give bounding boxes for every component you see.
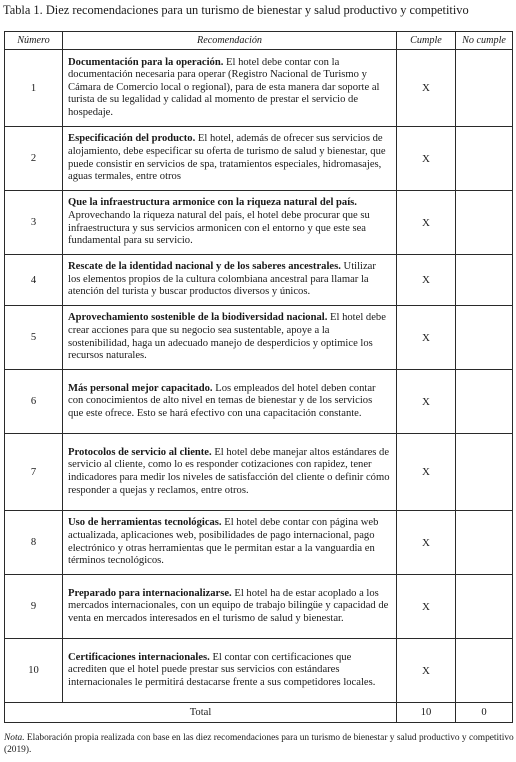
recommendation-title: Que la infraestructura armonice con la riqueza natural del país. <box>68 197 357 209</box>
table-row <box>5 370 513 434</box>
row-number: 1 <box>5 50 63 127</box>
table-note <box>4 733 514 756</box>
row-number: 2 <box>5 127 63 191</box>
row-no-cumple <box>456 575 513 639</box>
row-recommendation <box>63 575 397 639</box>
recommendation-text: El hotel, además de ofrecer sus servicios de alojamiento, debe especificar su oferta de turismo de salud y bienestar, que puede consistir en servicios de spa, tratamientos especiales, hidromasajes, aguas termales, entre otros <box>68 133 386 183</box>
row-cumple: X <box>397 370 456 434</box>
recommendation-text: El hotel debe manejar altos estándares de servicio al cliente, como lo es responder cotizaciones con rapidez, tener indicadores para medir los niveles de satisfacción del cliente o definir cómo responder a quejas y reclamos, entre otros. <box>68 446 390 496</box>
row-no-cumple <box>456 50 513 127</box>
recommendation-title: Más personal mejor capacitado. <box>68 382 213 394</box>
recommendation-title: Rescate de la identidad nacional y de los saberes ancestrales. <box>68 261 341 273</box>
row-recommendation <box>63 191 397 255</box>
total-no-cumple: 0 <box>456 703 513 723</box>
recommendation-text: El hotel debe crear acciones para que su negocio sea sustentable, apoye a la sostenibilidad, haga un adecuado manejo de desperdicios y optimice los recursos naturales. <box>68 312 386 362</box>
row-cumple: X <box>397 306 456 370</box>
row-cumple: X <box>397 575 456 639</box>
table-row <box>5 127 513 191</box>
recommendation-text: Aprovechando la riqueza natural del país, el hotel debe procurar que su infraestructura y sus servicios armonicen con el entorno y que este sea fundamental para su servicio. <box>68 209 370 247</box>
recommendations-table <box>4 31 513 723</box>
header-numero: Número <box>5 32 63 50</box>
table-row <box>5 575 513 639</box>
table-row <box>5 639 513 703</box>
table-row <box>5 511 513 575</box>
row-no-cumple <box>456 511 513 575</box>
recommendation-title: Aprovechamiento sostenible de la biodiversidad nacional. <box>68 312 328 324</box>
row-number: 3 <box>5 191 63 255</box>
table-row <box>5 50 513 127</box>
row-no-cumple <box>456 370 513 434</box>
row-recommendation <box>63 306 397 370</box>
recommendation-text: El hotel debe contar con la documentación necesaria para operar (Registro Nacional de Turismo y Cámara de Comercio local o regional), para de esta manera dar soporte al turista de su legalidad y calidad al momento de prestar el servicio de hospedaje. <box>68 56 380 118</box>
row-number: 9 <box>5 575 63 639</box>
row-no-cumple <box>456 127 513 191</box>
recommendation-title: Certificaciones internacionales. <box>68 651 210 663</box>
recommendation-title: Uso de herramientas tecnológicas. <box>68 517 222 529</box>
row-number: 4 <box>5 255 63 306</box>
row-cumple: X <box>397 191 456 255</box>
recommendation-text: El hotel debe contar con página web actualizada, aplicaciones web, posibilidades de pago internacional, pago electrónico y otras herramientas que le permitan estar a la vanguardia en términos tecnológicos. <box>68 517 379 567</box>
table-row <box>5 191 513 255</box>
recommendation-text: Utilizar los elementos propios de la cultura colombiana ancestral para llamar la atención del turista y buscar productos diversos y únicos. <box>68 261 376 298</box>
table-caption: Tabla 1. Diez recomendaciones para un turismo de bienestar y salud productivo y competitivo <box>3 3 469 17</box>
recommendation-title: Documentación para la operación. <box>68 56 224 68</box>
table-header-row <box>5 32 513 50</box>
recommendation-text: El contar con certificaciones que acrediten que el hotel puede prestar sus servicios con estándares internacionales le permitirá destacarse frente a sus competidores locales. <box>68 651 376 688</box>
header-no-cumple: No cumple <box>456 32 513 50</box>
row-no-cumple <box>456 639 513 703</box>
recommendation-text: El hotel ha de estar acoplado a los mercados internacionales, con un equipo de trabajo bilingüe y capacidad de venta en mercados interesados en el turismo de salud y bienestar. <box>68 587 389 624</box>
row-recommendation <box>63 639 397 703</box>
note-text: Elaboración propia realizada con base en las diez recomendaciones para un turismo de bienestar y salud productivo y competitivo (2019). <box>4 733 514 755</box>
row-no-cumple <box>456 434 513 511</box>
table-row <box>5 434 513 511</box>
row-recommendation <box>63 434 397 511</box>
total-label: Total <box>5 703 397 723</box>
row-cumple: X <box>397 511 456 575</box>
row-cumple: X <box>397 255 456 306</box>
row-cumple: X <box>397 639 456 703</box>
row-number: 5 <box>5 306 63 370</box>
note-label: Nota. <box>4 733 25 743</box>
row-number: 10 <box>5 639 63 703</box>
row-number: 7 <box>5 434 63 511</box>
row-recommendation <box>63 127 397 191</box>
table-row <box>5 255 513 306</box>
table-row <box>5 306 513 370</box>
total-cumple: 10 <box>397 703 456 723</box>
row-cumple: X <box>397 50 456 127</box>
row-recommendation <box>63 255 397 306</box>
row-recommendation <box>63 370 397 434</box>
recommendation-text: Los empleados del hotel deben contar con conocimientos de alto nivel en temas de bienestar y de los servicios que este ofrece. Esto se hará efectivo con una capacitación constante. <box>68 382 376 419</box>
row-number: 6 <box>5 370 63 434</box>
row-cumple: X <box>397 127 456 191</box>
row-no-cumple <box>456 306 513 370</box>
recommendation-title: Preparado para internacionalizarse. <box>68 587 232 599</box>
row-recommendation <box>63 50 397 127</box>
row-no-cumple <box>456 255 513 306</box>
row-recommendation <box>63 511 397 575</box>
row-cumple: X <box>397 434 456 511</box>
recommendation-title: Especificación del producto. <box>68 133 196 145</box>
header-cumple: Cumple <box>397 32 456 50</box>
header-recomendacion: Recomendación <box>63 32 397 50</box>
recommendation-title: Protocolos de servicio al cliente. <box>68 446 212 458</box>
row-number: 8 <box>5 511 63 575</box>
total-row <box>5 703 513 723</box>
row-no-cumple <box>456 191 513 255</box>
